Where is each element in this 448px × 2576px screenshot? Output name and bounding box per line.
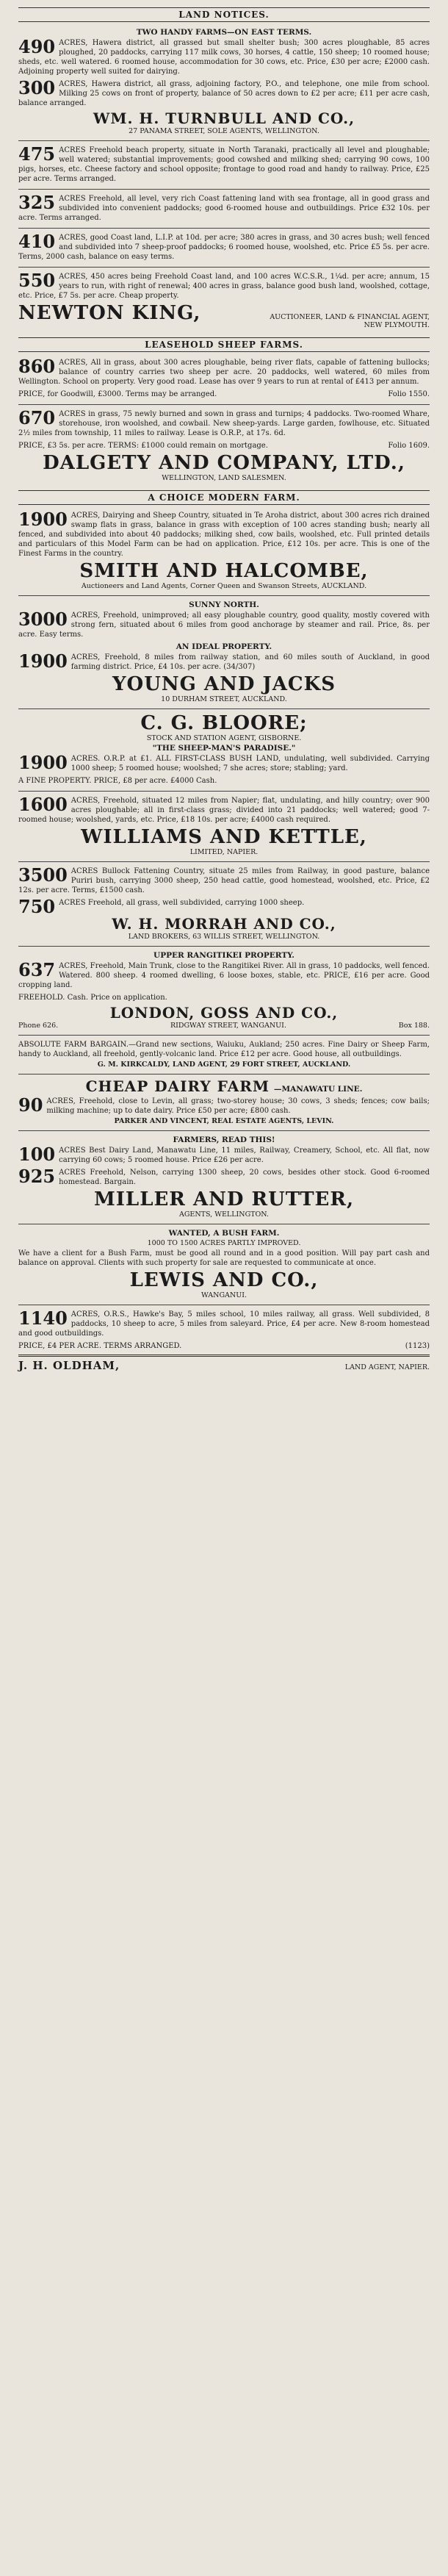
agent-address: STOCK AND STATION AGENT, GISBORNE. — [146, 734, 302, 742]
ad-block — [18, 708, 430, 791]
ad-block — [18, 595, 430, 708]
acreage: 550 — [18, 270, 56, 291]
ad-block — [18, 404, 430, 487]
classified-page — [18, 0, 430, 1377]
ad-text: ACRES Freehold, all grass, well subdivided, carrying 1000 sheep. — [59, 899, 305, 907]
section-header: A CHOICE MODERN FARM. — [18, 490, 430, 505]
ad-text: ACRES, Freehold, Main Trunk, close to the Rangitikei River. All in grass, 10 paddocks, well fenced. Watered. 800 sheep. 4 roomed dwelling, 6 loose boxes, stable, etc. PRICE, £16 per acre. Good cropping land. — [18, 962, 430, 989]
ad-text: ACRES Freehold, Nelson, carrying 1300 sheep, 20 cows, besides other stock. Good 6-roomed homestead. Bargain. — [59, 1169, 430, 1186]
ad-block — [18, 267, 430, 334]
ad-title: TWO HANDY FARMS—ON EAST TERMS. — [136, 28, 312, 37]
ad-block — [18, 1074, 430, 1130]
agent-name: WM. H. TURNBULL AND CO., — [93, 110, 355, 127]
ad-title: AN IDEAL PROPERTY. — [176, 642, 272, 651]
agent-name: WILLIAMS AND KETTLE, — [81, 826, 367, 848]
agent-name: LEWIS AND CO., — [129, 1269, 319, 1291]
ad-text: ACRES, 450 acres being Freehold Coast land, and 100 acres W.C.S.R., 1¼d. per acre; annum, 15 years to run, with right of renewal; 400 acres in grass, balance good bush land, woolshed, cottage, etc. Price, £7 5s. per acre. Cheap property. — [18, 273, 430, 300]
ad-text: ACRES. O.R.P. at £1. ALL FIRST-CLASS BUSH LAND, undulating, well subdivided. Carrying 1000 sheep; 5 roomed house; woolshed; 7 she acres; store; stabling; yard. — [71, 755, 430, 772]
agent-name: J. H. OLDHAM, — [18, 1359, 120, 1372]
agent-address: 27 PANAMA STREET, SOLE AGENTS, WELLINGTON. — [129, 127, 319, 135]
agent-name: YOUNG AND JACKS — [112, 673, 336, 695]
agent-address: LAND BROKERS, 63 WILLIS STREET, WELLINGTON. — [128, 933, 320, 941]
ad-text: ACRES, Freehold, close to Levin, all grass; two-storey house; 30 cows, 3 sheds; fences; cow bails; milking machine; up to date dairy. Price £50 per acre; £800 cash. — [46, 1097, 430, 1115]
ad-price: FREEHOLD. Cash. Price on application. — [18, 994, 167, 1002]
ad-block — [18, 189, 430, 228]
ad-text: ACRES Freehold beach property, situate in North Taranaki, practically all level and ploughable; well watered; substantial improvements; good cowshed and milking shed; carrying 90 cows, 100 pigs, horses, etc. Cheese factory and school opposite; frontage to good road and handy to railway. Price, £25 per acre. Terms arranged. — [18, 146, 430, 183]
divider — [18, 1355, 430, 1357]
ad-block — [18, 946, 430, 1035]
acreage: 90 — [18, 1094, 43, 1116]
ad-block — [18, 1305, 430, 1377]
ad-price: PRICE, £3 5s. per acre. TERMS: £1000 could remain on mortgage. — [18, 442, 268, 450]
agent-address: RIDGWAY STREET, WANGANUI. — [170, 1022, 286, 1030]
agent-box: Box 188. — [398, 1022, 430, 1030]
ad-text: ACRES Best Dairy Land, Manawatu Line, 11 miles, Railway, Creamery, School, etc. All flat, now carrying 60 cows; 5 roomed house. Price £26 per acre. — [59, 1147, 430, 1164]
agent-address: WANGANUI. — [200, 1291, 247, 1299]
ad-text: ACRES, Dairying and Sheep Country, situated in Te Aroha district, about 300 acres rich drained swamp flats in grass, balance in grass with exception of 100 acres standing bush; nearly all fenced, and subdivided into about 40 paddocks; milking shed, cow bails, woolshed, etc. Full printed details and particulars of this Model Farm can be had on application. Price, £12 10s. per acre. This is one of the Finest Farms in the country. — [18, 512, 430, 558]
ad-block — [18, 24, 430, 140]
ad-text: ACRES in grass, 75 newly burned and sown in grass and turnips; 4 paddocks. Two-roomed Whare, storehouse, iron woolshed, and cowbail. New sheep-yards. Large garden, fowlhouse, etc. Situated 2½ miles from township, 11 miles to railway. Lease is O.R.P., at 17s. 6d. — [18, 410, 430, 437]
ad-block — [18, 140, 430, 189]
agent-name: LONDON, GOSS AND CO., — [109, 1004, 339, 1022]
ad-signature: G. M. KIRKCALDY, LAND AGENT, 29 FORT STREET, AUCKLAND. — [97, 1061, 351, 1069]
ad-block — [18, 228, 430, 267]
ad-text: ACRES, All in grass, about 300 acres ploughable, being river flats, capable of fattening bullocks; balance of country carries two sheep per acre. 20 paddocks, well watered, 60 miles from Wellington. School on property. Very good road. Lease has over 9 years to run at rental of £413 per annum. — [18, 359, 430, 386]
acreage: 637 — [18, 959, 56, 980]
ad-ref: (34/307) — [223, 663, 256, 671]
acreage: 1900 — [18, 752, 68, 773]
acreage: 100 — [18, 1144, 56, 1165]
acreage: 1900 — [18, 650, 68, 672]
ad-text: ACRES, Freehold, situated 12 miles from Napier; flat, undulating, and hilly country; over 900 acres ploughable; all in first-class grass; divided into 21 paddocks; well watered; good 7-roomed house; woolshed, yards, etc. Price, £18 10s. per acre; £4000 cash required. — [18, 797, 430, 824]
ad-text: ACRES, Freehold, 8 miles from railway station, and 60 miles south of Auckland, in good farming district. Price, £4 10s. per acre. — [71, 653, 430, 671]
ad-headline: CHEAP DAIRY FARM — [85, 1077, 270, 1095]
acreage: 490 — [18, 36, 56, 57]
agent-address: LIMITED, NAPIER. — [189, 848, 259, 856]
ad-block — [18, 506, 430, 595]
agent-name: NEWTON KING, — [18, 302, 201, 324]
ad-text: We have a client for a Bush Farm, must be good all round and in a good position. Will pay part cash and balance on approval. Clients with such property for sale are requested to communicate at once. — [18, 1249, 430, 1267]
acreage: 1600 — [18, 794, 68, 815]
section-header: LAND NOTICES. — [18, 7, 430, 22]
acreage: 750 — [18, 896, 56, 917]
acreage: 670 — [18, 407, 56, 428]
acreage: 475 — [18, 143, 56, 165]
acreage: 325 — [18, 192, 56, 213]
ad-subtitle: 1000 TO 1500 ACRES PARTLY IMPROVED. — [147, 1239, 301, 1247]
folio: Folio 1550. — [388, 390, 430, 398]
ad-price: A FINE PROPERTY. PRICE, £8 per acre. £4000 Cash. — [18, 777, 217, 785]
acreage: 300 — [18, 77, 56, 98]
ad-block — [18, 1130, 430, 1224]
ad-title: SUNNY NORTH. — [189, 600, 259, 609]
ad-block — [18, 1035, 430, 1074]
ad-text: ABSOLUTE FARM BARGAIN.—Grand new sections, Waiuku, Aukland; 250 acres. Fine Dairy or Sheep Farm, handy to Auckland, all freehold, gently-volcanic land. Price £12 per acre. Good house, all outbuildings. — [18, 1041, 430, 1058]
acreage: 925 — [18, 1166, 56, 1187]
ad-text: ACRES, O.R.S., Hawke's Bay, 5 miles school, 10 miles railway, all grass. Well subdivided, 8 paddocks, 10 sheep to acre, 5 miles from saleyard. Price, £4 per acre. New 8-room homestead and good outbuildings. — [18, 1310, 430, 1338]
ad-text: ACRES, Freehold, unimproved; all easy ploughable country, good quality, mostly covered with strong fern, situated about 6 miles from good anchorage by steamer and rail. Price, 8s. per acre. Easy terms. — [18, 611, 430, 639]
ad-ref: (1123) — [405, 1342, 430, 1350]
ad-title: UPPER RANGITIKEI PROPERTY. — [153, 951, 295, 960]
ad-block — [18, 1224, 430, 1305]
agent-address: Auctioneers and Land Agents, Corner Queen and Swanson Streets, AUCKLAND. — [81, 582, 367, 590]
ad-text: ACRES, good Coast land, L.I.P. at 10d. per acre; 380 acres in grass, and 30 acres bush; well fenced and subdivided into 7 sheep-proof paddocks; 6 roomed house, woolshed, etc. Price £5 5s. per acre. Terms, 2000 cash, balance on easy terms. — [18, 234, 430, 261]
folio: Folio 1609. — [388, 442, 430, 450]
ad-tagline: "THE SHEEP-MAN'S PARADISE." — [152, 744, 296, 753]
ad-title: WANTED, A BUSH FARM. — [168, 1229, 280, 1238]
acreage: 3000 — [18, 609, 68, 630]
agent-name: PARKER AND VINCENT, REAL ESTATE AGENTS, LEVIN. — [114, 1117, 334, 1125]
agent-role: AUCTIONEER, LAND & FINANCIAL AGENT, NEW PLYMOUTH. — [270, 313, 430, 329]
acreage: 860 — [18, 356, 56, 377]
ad-subheadline: —MANAWATU LINE. — [273, 1085, 363, 1094]
agent-name: W. H. MORRAH AND CO., — [112, 915, 336, 933]
acreage: 410 — [18, 231, 56, 252]
acreage: 1900 — [18, 509, 68, 530]
ad-block — [18, 354, 430, 404]
ad-price: PRICE, for Goodwill, £3000. Terms may be arranged. — [18, 390, 217, 398]
ad-text: ACRES, Hawera district, all grass, adjoining factory, P.O., and telephone, one mile from school. Milking 25 cows on front of property, balance of 50 acres down to £2 per acre; £11 per acre cash, balance arranged. — [18, 80, 430, 107]
ad-text: ACRES Bullock Fattening Country, situate 25 miles from Railway, in good pasture, balance Puriri bush, carrying 3000 sheep, 250 head cattle, good homestead, woolshed, etc. Price, £2 12s. per acre. Terms, £1500 cash. — [18, 867, 430, 894]
ad-price: PRICE, £4 PER ACRE. TERMS ARRANGED. — [18, 1342, 182, 1350]
ad-text: ACRES Freehold, all level, very rich Coast fattening land with sea frontage, all in good grass and subdivided into convenient paddocks; good 6-roomed house and outbuildings. Price £32 10s. per acre. Terms arranged. — [18, 195, 430, 222]
ad-block — [18, 791, 430, 861]
agent-address: AGENTS, WELLINGTON. — [178, 1210, 270, 1219]
section-header: LEASEHOLD SHEEP FARMS. — [18, 337, 430, 352]
agent-name: SMITH AND HALCOMBE, — [79, 560, 369, 582]
agent-address: WELLINGTON, LAND SALESMEN. — [162, 474, 286, 482]
agent-name: C. G. BLOORE; — [140, 712, 308, 734]
agent-name: MILLER AND RUTTER, — [93, 1188, 355, 1210]
agent-phone: Phone 626. — [18, 1022, 59, 1030]
ad-title: FARMERS, READ THIS! — [173, 1135, 275, 1144]
acreage: 3500 — [18, 864, 68, 886]
agent-role: LAND AGENT, NAPIER. — [344, 1363, 430, 1371]
agent-name: DALGETY AND COMPANY, LTD., — [43, 452, 405, 474]
acreage: 1140 — [18, 1307, 68, 1329]
ad-text: ACRES, Hawera district, all grassed but small shelter bush; 300 acres ploughable, 85 acres ploughed, 20 paddocks, carrying 117 milk cows, 30 horses, 4 cattle, 150 sheep; 10 roomed house; sheds, etc. well watered. 6 roomed house, accommodation for 30 cows, etc. Price, £30 per acre; £2000 cash. Adjoining property well suited for dairying. — [18, 39, 430, 76]
ad-block — [18, 861, 430, 946]
agent-address: 10 DURHAM STREET, AUCKLAND. — [161, 695, 287, 703]
